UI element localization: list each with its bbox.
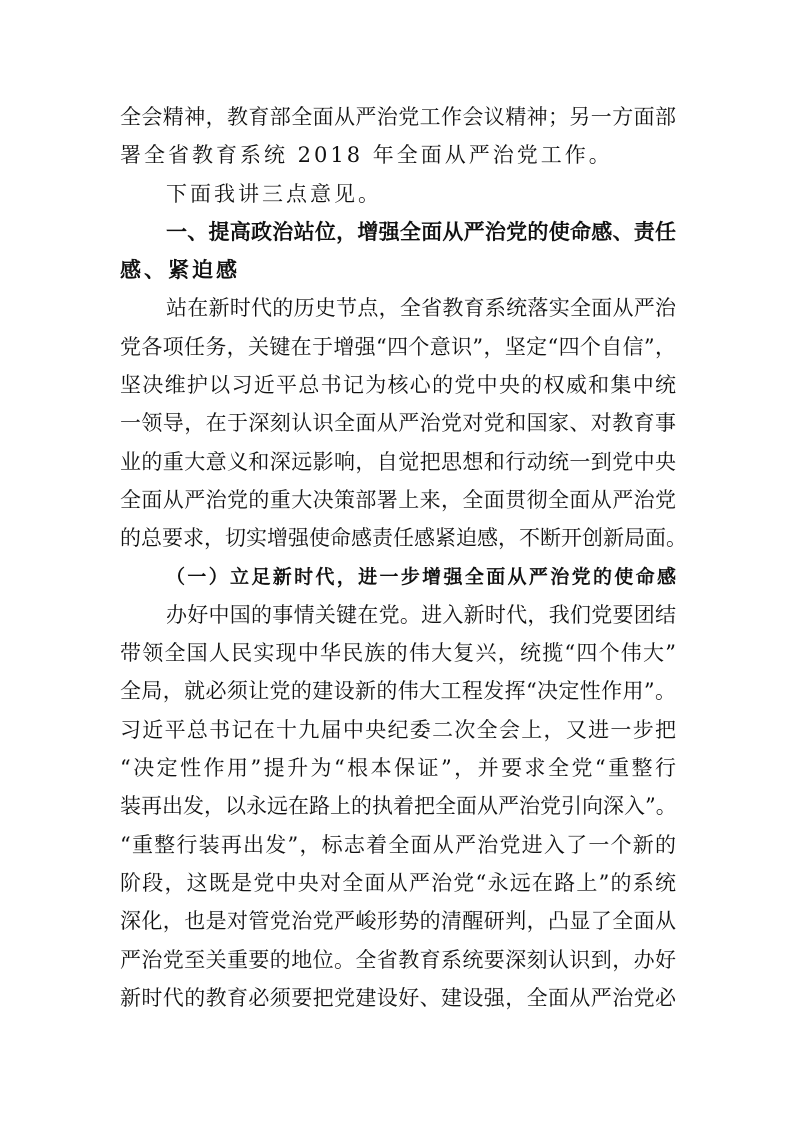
document-page xyxy=(120,98,687,1017)
paragraph-line: 党各项任务，关键在于增强“四个意识”，坚定“四个自信”， xyxy=(120,334,676,359)
paragraph-line: 全局，就必须让党的建设新的伟大工程发挥“决定性作用”。 xyxy=(120,679,676,704)
paragraph-line: 带领全国人民实现中华民族的伟大复兴，统揽“四个伟大” xyxy=(120,641,676,666)
paragraph-line: 习近平总书记在十九届中央纪委二次全会上，又进一步把 xyxy=(120,717,676,742)
paragraph-line: 装再出发，以永远在路上的执着把全面从严治党引向深入”。 xyxy=(120,794,677,819)
section-heading: 感、紧迫感 xyxy=(120,258,240,283)
subsection-heading: （一）立足新时代，进一步增强全面从严治党的使命感 xyxy=(166,565,676,588)
paragraph-line: 业的重大意义和深远影响，自觉把思想和行动统一到党中央 xyxy=(120,449,676,474)
paragraph-line: 严治党至关重要的地位。全省教育系统要深刻认识到，办好 xyxy=(120,947,676,972)
paragraph-line: 新时代的教育必须要把党建设好、建设强，全面从严治党必 xyxy=(120,985,676,1010)
paragraph-line: 全面从严治党的重大决策部署上来，全面贯彻全面从严治党 xyxy=(120,487,676,512)
paragraph-line: 署全省教育系统 2018 年全面从严治党工作。 xyxy=(120,143,613,168)
paragraph-line: 阶段，这既是党中央对全面从严治党“永远在路上”的系统 xyxy=(120,870,676,895)
paragraph-line: 坚决维护以习近平总书记为核心的党中央的权威和集中统 xyxy=(120,373,676,398)
paragraph-line: 办好中国的事情关键在党。进入新时代，我们党要团结 xyxy=(166,602,676,627)
paragraph-line: 深化，也是对管党治党严峻形势的清醒研判，凸显了全面从 xyxy=(120,909,676,934)
paragraph-line: “重整行装再出发”，标志着全面从严治党进入了一个新的 xyxy=(120,832,676,857)
paragraph-line: 一领导，在于深刻认识全面从严治党对党和国家、对教育事 xyxy=(120,411,676,436)
paragraph-line: 站在新时代的历史节点，全省教育系统落实全面从严治 xyxy=(166,296,676,321)
paragraph-line: 下面我讲三点意见。 xyxy=(166,181,382,206)
section-heading: 一、提高政治站位，增强全面从严治党的使命感、责任 xyxy=(166,219,676,244)
paragraph-line: “决定性作用”提升为“根本保证”，并要求全党“重整行 xyxy=(120,756,676,781)
paragraph-line: 的总要求，切实增强使命感责任感紧迫感，不断开创新局面。 xyxy=(120,526,687,551)
paragraph-line: 全会精神，教育部全面从严治党工作会议精神；另一方面部 xyxy=(120,105,676,129)
